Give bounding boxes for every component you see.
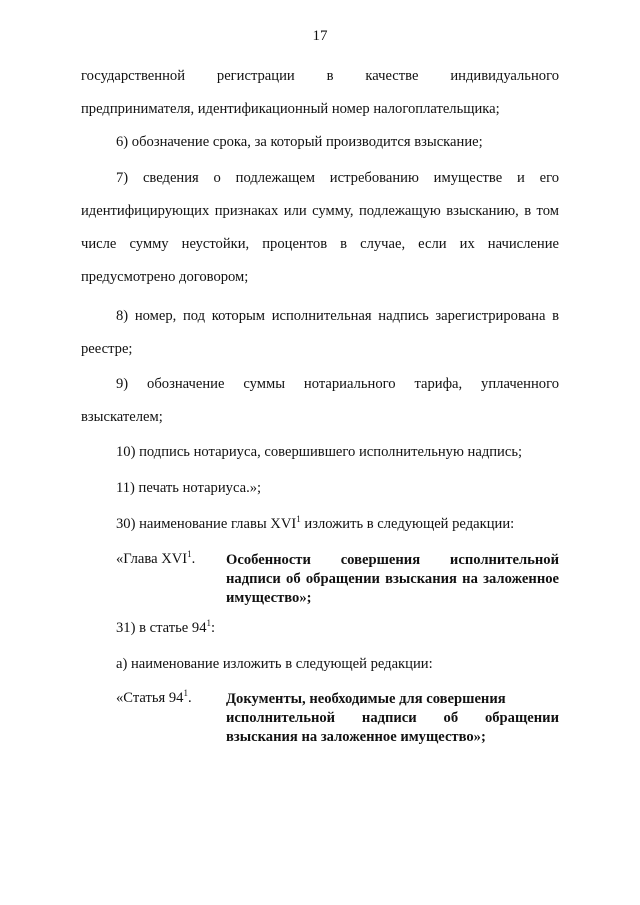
chapter-label: «Глава XVI$^1$. bbox=[116, 549, 196, 567]
text-line: 11) печать нотариуса.»; bbox=[116, 480, 262, 496]
paragraph-item-6 bbox=[81, 126, 559, 159]
article-title bbox=[226, 690, 559, 747]
text-line: предусмотрено договором; bbox=[81, 269, 249, 285]
paragraph-item-8 bbox=[81, 300, 559, 366]
text-line: реестре; bbox=[81, 341, 133, 357]
heading-line: имущество»; bbox=[226, 590, 312, 606]
paragraph-item-10 bbox=[81, 436, 559, 469]
text-line: 9) обозначение суммы нотариального тарифа, уплаченного bbox=[116, 376, 559, 392]
paragraph-item-11 bbox=[81, 472, 559, 505]
paragraph-item-31 bbox=[81, 612, 559, 645]
paragraph-item-9 bbox=[81, 368, 559, 434]
text-line: 30) наименование главы XVI$^1$ изложить в следующей редакции: bbox=[116, 514, 515, 532]
text-line: 7) сведения о подлежащем истребованию имуществе и его bbox=[116, 170, 559, 186]
paragraph-item-30 bbox=[81, 508, 559, 541]
text-line: предпринимателя, идентификационный номер налогоплательщика; bbox=[81, 101, 500, 117]
text-line: а) наименование изложить в следующей редакции: bbox=[116, 656, 433, 672]
text-line: 8) номер, под которым исполнительная надпись зарегистрирована в bbox=[116, 308, 559, 324]
text-line: 10) подпись нотариуса, совершившего исполнительную надпись; bbox=[116, 444, 523, 460]
heading-line: исполнительной надписи об обращении bbox=[226, 710, 559, 726]
text-line: идентифицирующих признаках или сумму, подлежащую взысканию, в том bbox=[81, 203, 559, 219]
text-line: 31) в статье $94^1$: bbox=[116, 618, 216, 636]
paragraph-registration bbox=[81, 60, 559, 126]
paragraph-item-a bbox=[81, 648, 559, 681]
page-number: 17 bbox=[312, 28, 328, 44]
paragraph-item-7 bbox=[81, 162, 559, 294]
article-label: «Статья $94^1$. bbox=[116, 688, 192, 706]
text-line: 6) обозначение срока, за который производится взыскание; bbox=[116, 134, 483, 150]
heading-line: Документы, необходимые для совершения bbox=[226, 691, 506, 707]
text-line: числе сумму неустойки, процентов в случае, если их начисление bbox=[81, 236, 559, 252]
heading-line: Особенности совершения исполнительной bbox=[226, 552, 559, 568]
heading-line: взыскания на заложенное имущество»; bbox=[226, 729, 486, 745]
text-line: взыскателем; bbox=[81, 409, 163, 425]
heading-line: надписи об обращении взыскания на заложенное bbox=[226, 571, 559, 587]
chapter-title bbox=[226, 551, 559, 608]
text-line: государственной регистрации в качестве индивидуального bbox=[81, 68, 559, 84]
